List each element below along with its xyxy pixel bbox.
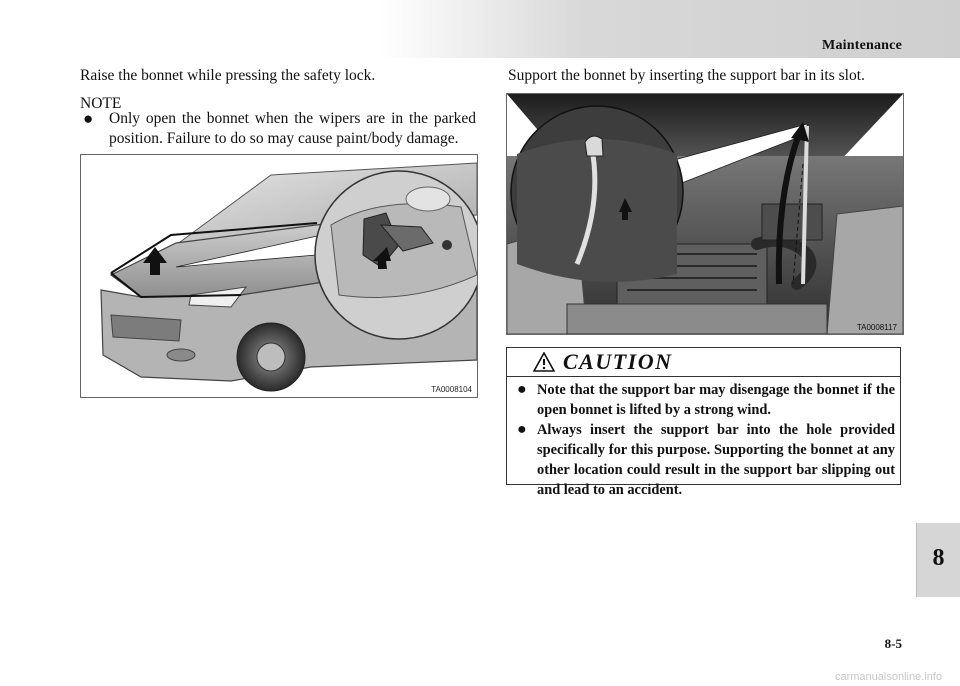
caution-box bbox=[506, 347, 901, 498]
watermark: carmanualsonline.info bbox=[834, 671, 942, 683]
support-bar-figure bbox=[506, 93, 904, 335]
bullet-icon: ● bbox=[517, 381, 527, 398]
support-bar-instruction: Support the bonnet by inserting the support bar in its slot. bbox=[508, 67, 865, 84]
caution-list bbox=[517, 380, 895, 500]
note-heading: NOTE bbox=[80, 95, 122, 112]
bonnet-open-instruction: Raise the bonnet while pressing the safety lock. bbox=[80, 67, 376, 84]
bonnet-lock-figure bbox=[80, 154, 478, 398]
warning-triangle-icon bbox=[533, 352, 555, 372]
caution-header bbox=[507, 348, 900, 377]
page-number: 8-5 bbox=[884, 636, 902, 651]
figure-code-right: TA0008117 bbox=[856, 323, 897, 332]
bullet-icon: ● bbox=[517, 421, 527, 438]
caution-text: Note that the support bar may disengage the bonnet if the open bonnet is lifted by a strong wind. bbox=[537, 382, 895, 418]
chapter-number: 8 bbox=[932, 545, 945, 571]
figure-code-left: TA0008104 bbox=[431, 385, 472, 394]
caution-item bbox=[517, 380, 895, 420]
bullet-icon: ● bbox=[83, 109, 94, 128]
note-item bbox=[83, 109, 476, 149]
section-title: Maintenance bbox=[822, 38, 902, 53]
engine-bay-illustration bbox=[507, 94, 903, 334]
caution-text: Always insert the support bar into the hole provided specifically for this purpose. Supporting the bonnet at any other location could result in the support bar slipping out and lead to an accident. bbox=[537, 422, 895, 498]
caution-item bbox=[517, 420, 895, 500]
note-text: Only open the bonnet when the wipers are in the parked position. Failure to do so may cause paint/body damage. bbox=[109, 110, 476, 147]
caution-title: CAUTION bbox=[563, 349, 673, 374]
chapter-tab bbox=[916, 523, 960, 597]
car-front-illustration bbox=[81, 155, 477, 397]
